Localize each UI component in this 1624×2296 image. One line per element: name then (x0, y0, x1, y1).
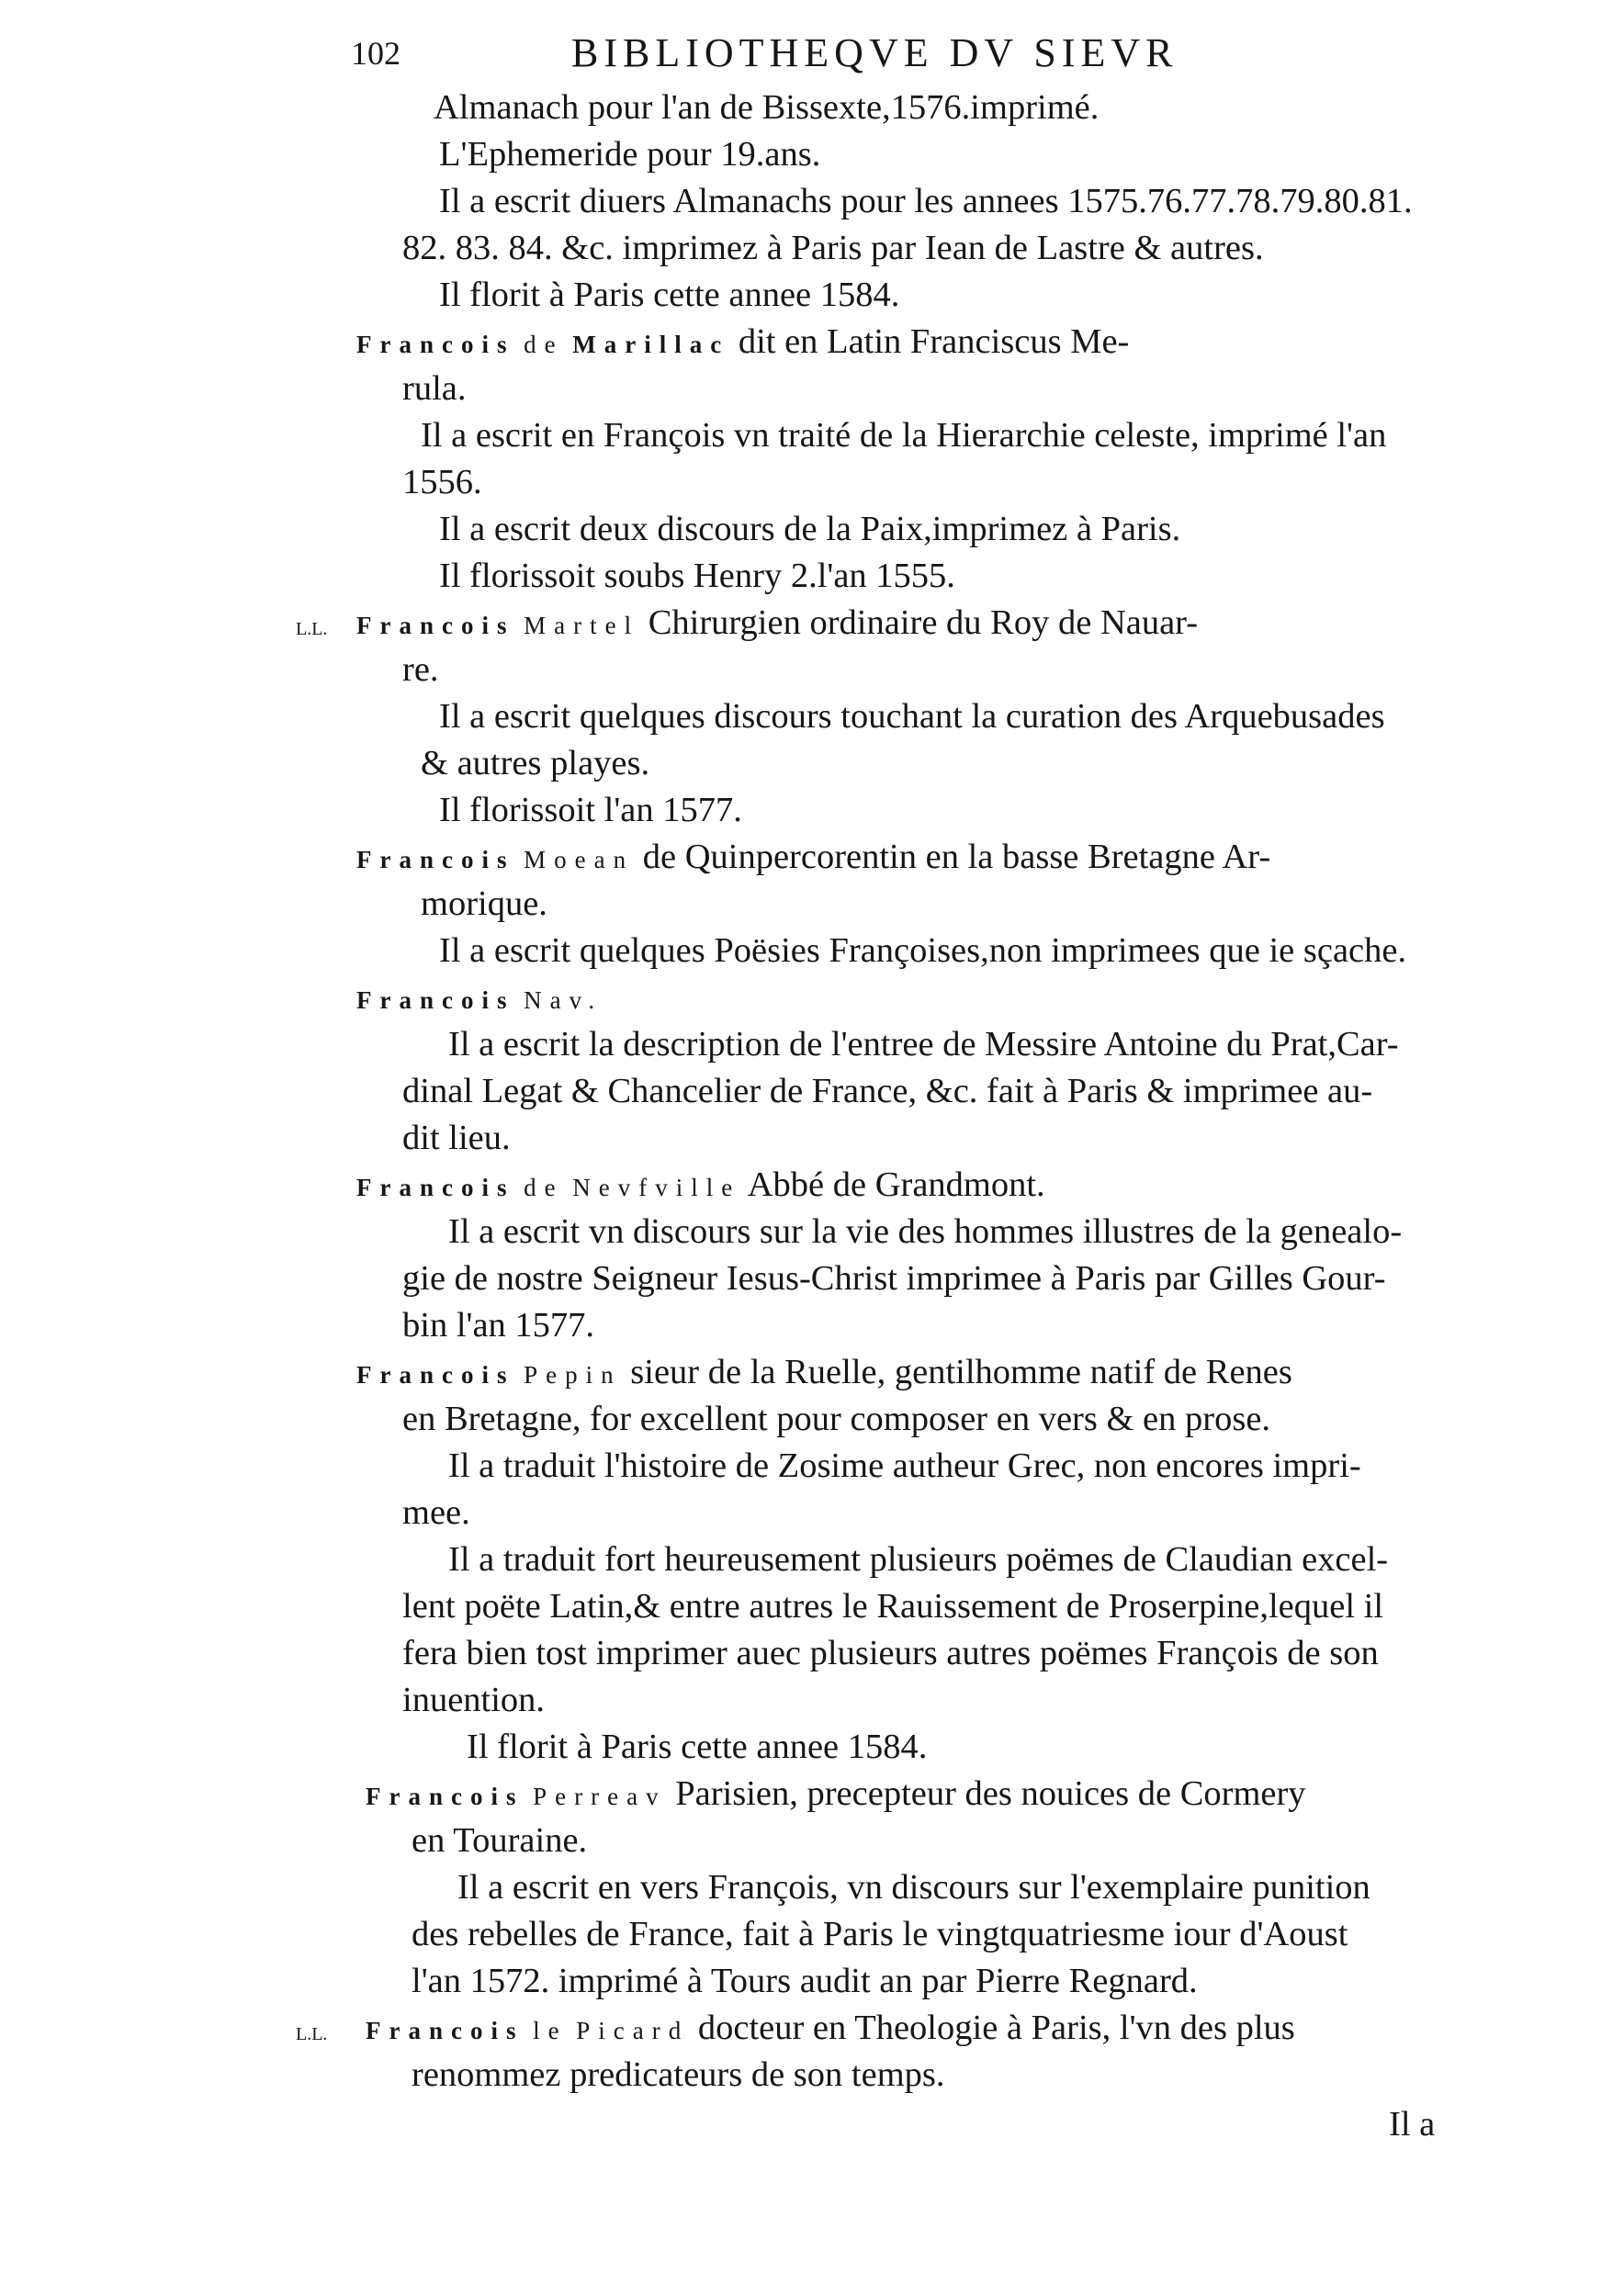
text-line: bin l'an 1577. (402, 1306, 595, 1345)
author-forename: Francois (356, 612, 515, 639)
author-forename: Francois (356, 846, 515, 873)
entry-text: sieur de la Ruelle, gentilhomme natif de Renes (630, 1353, 1292, 1391)
text-line: Il florissoit soubs Henry 2.l'an 1555. (439, 557, 955, 595)
text-line: Il a escrit en François vn traité de la Hierarchie celeste, imprimé l'an (421, 416, 1387, 455)
entry-heading (366, 1771, 1306, 1819)
author-surname: Marillac (572, 331, 730, 358)
entry-heading (356, 319, 1129, 367)
text-line: mee. (402, 1493, 470, 1532)
text-line: Il a escrit quelques Poësies Françoises,non imprimees que ie sçache. (439, 931, 1407, 970)
entry-text: Parisien, precepteur des nouices de Cormery (675, 1774, 1306, 1813)
author-particle: le (533, 2017, 568, 2044)
text-line: Il a escrit la description de l'entree de Messire Antoine du Prat,Car- (448, 1025, 1399, 1064)
text-line: & autres playes. (421, 744, 650, 782)
text-line: re. (402, 650, 439, 689)
text-line: Almanach pour l'an de Bissexte,1576.imprimé. (434, 88, 1100, 127)
text-line: Il a escrit deux discours de la Paix,imprimez à Paris. (439, 510, 1181, 548)
text-line: Il florit à Paris cette annee 1584. (467, 1728, 928, 1766)
entry-heading (356, 834, 1270, 883)
text-line: rula. (402, 369, 467, 408)
entry-text: de Quinpercorentin en la basse Bretagne Ar- (642, 838, 1271, 876)
text-line: fera bien tost imprimer auec plusieurs autres poëmes François de son (402, 1634, 1379, 1672)
text-line: gie de nostre Seigneur Iesus-Christ imprimee à Paris par Gilles Gour- (402, 1259, 1386, 1298)
text-line: Il florissoit l'an 1577. (439, 791, 742, 829)
margin-note: L.L. (296, 2024, 328, 2044)
text-line: 1556. (402, 463, 482, 501)
entry-text: docteur en Theologie à Paris, l'vn des plus (697, 2009, 1295, 2047)
page-number: 102 (351, 35, 400, 72)
author-particle: de (524, 1174, 564, 1201)
entry-heading (356, 1162, 1045, 1210)
text-line: dinal Legat & Chancelier de France, &c. fait à Paris & imprimee au- (402, 1072, 1373, 1110)
text-line: Il a escrit diuers Almanachs pour les annees 1575.76.77.78.79.80.81. (439, 182, 1413, 220)
text-line: lent poëte Latin,& entre autres le Rauissement de Proserpine,lequel il (402, 1587, 1384, 1626)
text-line: Il a escrit quelques discours touchant la curation des Arquebusades (439, 697, 1385, 736)
entry-text: Abbé de Grandmont. (747, 1165, 1045, 1204)
author-forename: Francois (356, 986, 515, 1014)
text-line: Il a escrit en vers François, vn discours sur l'exemplaire punition (457, 1868, 1370, 1907)
catchword: Il a (1389, 2105, 1436, 2144)
text-line: L'Ephemeride pour 19.ans. (439, 135, 821, 174)
text-line: des rebelles de France, fait à Paris le vingtquatriesme iour d'Aoust (412, 1915, 1348, 1953)
author-surname: Nevfville (572, 1174, 741, 1201)
text-line: l'an 1572. imprimé à Tours audit an par Pierre Regnard. (412, 1962, 1198, 2000)
author-surname: Moean (524, 846, 635, 873)
author-forename: Francois (356, 331, 515, 358)
text-line: en Touraine. (412, 1821, 588, 1860)
author-forename: Francois (356, 1174, 515, 1201)
author-surname: Martel (524, 612, 640, 639)
author-surname: Perreav (533, 1783, 667, 1810)
author-surname: Picard (576, 2017, 690, 2044)
margin-note: L.L. (296, 619, 328, 639)
author-surname: Nav. (524, 986, 603, 1014)
text-line: morique. (421, 884, 547, 923)
author-surname: Pepin (524, 1361, 622, 1389)
entry-heading (356, 600, 1198, 648)
entry-text: dit en Latin Franciscus Me- (738, 322, 1130, 361)
author-particle: de (524, 331, 564, 358)
entry-heading (356, 1349, 1292, 1398)
entry-heading (366, 2005, 1295, 2054)
text-line: renommez predicateurs de son temps. (412, 2055, 945, 2094)
author-forename: Francois (366, 1783, 524, 1810)
text-line: Il a traduit l'histoire de Zosime autheur Grec, non encores impri- (448, 1446, 1361, 1485)
entry-text: Chirurgien ordinaire du Roy de Nauar- (648, 603, 1199, 642)
text-line: 82. 83. 84. &c. imprimez à Paris par Iean de Lastre & autres. (402, 229, 1264, 267)
text-line: Il a traduit fort heureusement plusieurs poëmes de Claudian excel- (448, 1540, 1389, 1579)
entry-heading (356, 974, 603, 1023)
text-line: Il a escrit vn discours sur la vie des hommes illustres de la genealo- (448, 1212, 1403, 1251)
text-line: en Bretagne, for excellent pour composer en vers & en prose. (402, 1400, 1271, 1438)
text-line: inuention. (402, 1681, 546, 1719)
author-forename: Francois (366, 2017, 524, 2044)
running-title: BIBLIOTHEQVE DV SIEVR (571, 30, 1179, 75)
text-line: Il florit à Paris cette annee 1584. (439, 276, 900, 314)
text-line: dit lieu. (402, 1119, 511, 1157)
author-forename: Francois (356, 1361, 515, 1389)
